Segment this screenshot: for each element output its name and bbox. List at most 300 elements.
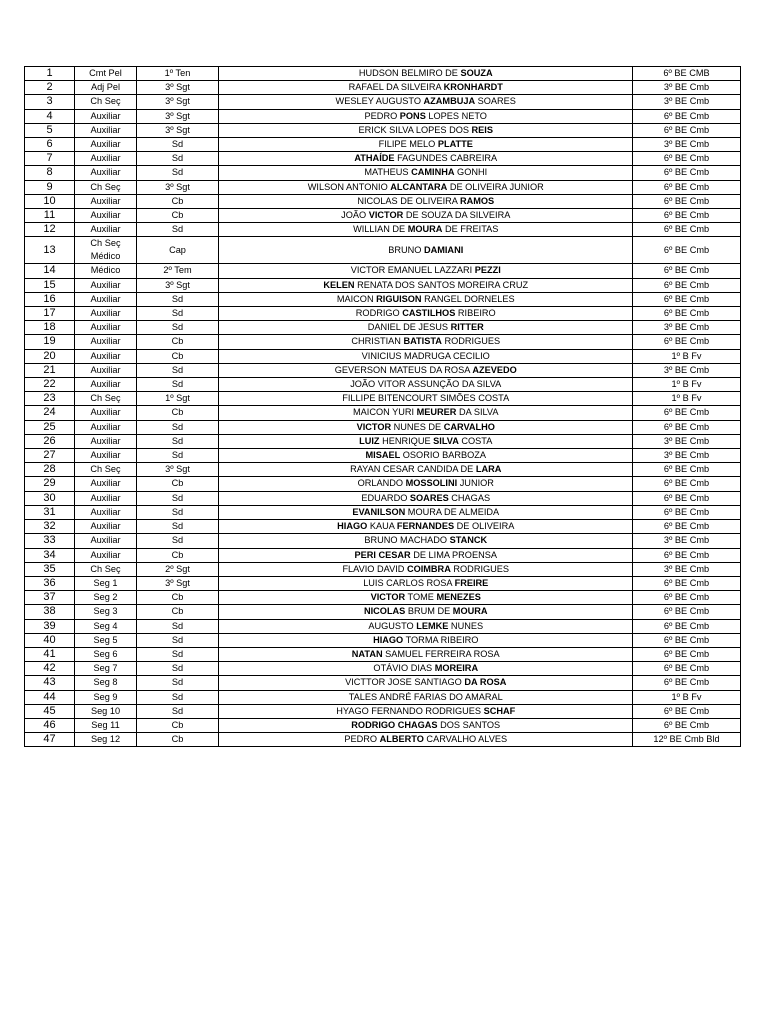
name-part-bold: SILVA [433, 435, 459, 446]
function-cell: Ch Seç [75, 392, 137, 406]
name-part: SOARES [475, 96, 516, 107]
row-number-cell: 12 [25, 223, 75, 237]
table-row [25, 704, 741, 718]
unit-cell: 6º BE Cmb [633, 406, 741, 420]
name-cell [219, 633, 633, 647]
unit-cell: 1º B Fv [633, 690, 741, 704]
rank-cell: 1º Sgt [137, 392, 219, 406]
unit-cell: 6º BE Cmb [633, 209, 741, 223]
name-part-bold: RODRIGO CHAGAS [351, 719, 438, 730]
row-number-cell: 46 [25, 718, 75, 732]
rank-cell: Cb [137, 209, 219, 223]
row-number-cell: 45 [25, 704, 75, 718]
table-row [25, 378, 741, 392]
name-part-bold: DA ROSA [464, 677, 507, 688]
name-cell [219, 209, 633, 223]
unit-cell: 12º BE Cmb Bld [633, 733, 741, 747]
table-row [25, 166, 741, 180]
rank-cell: Sd [137, 152, 219, 166]
function-cell: Auxiliar [75, 335, 137, 349]
rank-cell: 2º Tem [137, 264, 219, 278]
name-cell [219, 335, 633, 349]
name-part: RODRIGO [355, 308, 403, 319]
rank-cell: Sd [137, 505, 219, 519]
unit-cell: 6º BE Cmb [633, 123, 741, 137]
rank-cell: Sd [137, 690, 219, 704]
row-number-cell: 43 [25, 676, 75, 690]
table-row [25, 463, 741, 477]
name-part: DE FREITAS [442, 224, 499, 235]
name-part-bold: PEZZI [474, 265, 501, 276]
function-cell: Auxiliar [75, 307, 137, 321]
function-cell: Auxiliar [75, 378, 137, 392]
table-row [25, 109, 741, 123]
row-number-cell: 23 [25, 392, 75, 406]
unit-cell: 6º BE Cmb [633, 576, 741, 590]
table-row [25, 690, 741, 704]
row-number-cell: 39 [25, 619, 75, 633]
name-part: DOS SANTOS [437, 719, 501, 730]
name-cell [219, 605, 633, 619]
name-part: VICTTOR JOSE SANTIAGO [345, 677, 465, 688]
name-part: RENATA DOS SANTOS MOREIRA CRUZ [354, 279, 529, 290]
unit-cell: 6º BE Cmb [633, 292, 741, 306]
name-cell [219, 109, 633, 123]
name-cell [219, 491, 633, 505]
unit-cell: 6º BE Cmb [633, 491, 741, 505]
unit-cell: 6º BE Cmb [633, 223, 741, 237]
function-cell: Seg 1 [75, 576, 137, 590]
unit-cell: 3º BE Cmb [633, 138, 741, 152]
name-cell [219, 378, 633, 392]
name-cell [219, 321, 633, 335]
table-row [25, 562, 741, 576]
unit-cell: 6º BE Cmb [633, 505, 741, 519]
function-cell: Auxiliar [75, 449, 137, 463]
name-cell [219, 264, 633, 278]
name-part: PEDRO [344, 734, 380, 745]
rank-cell: Sd [137, 449, 219, 463]
function-cell: Seg 12 [75, 733, 137, 747]
unit-cell: 6º BE Cmb [633, 718, 741, 732]
function-cell: Ch Seç [75, 95, 137, 109]
function-cell: Auxiliar [75, 166, 137, 180]
name-part-bold: STANCK [449, 535, 488, 546]
name-part-bold: CASTILHOS [402, 308, 456, 319]
unit-cell: 6º BE Cmb [633, 335, 741, 349]
name-part-bold: SOARES [409, 492, 449, 503]
row-number-cell: 10 [25, 194, 75, 208]
function-cell: Auxiliar [75, 434, 137, 448]
rank-cell: Cb [137, 733, 219, 747]
function-cell: Seg 6 [75, 647, 137, 661]
name-cell [219, 152, 633, 166]
unit-cell: 6º BE Cmb [633, 307, 741, 321]
name-part: CHAGAS [448, 492, 491, 503]
name-cell [219, 676, 633, 690]
name-part-bold: KELEN [323, 279, 355, 290]
function-cell: Seg 8 [75, 676, 137, 690]
row-number-cell: 18 [25, 321, 75, 335]
function-cell: Ch Seç [75, 562, 137, 576]
row-number-cell: 17 [25, 307, 75, 321]
table-row [25, 733, 741, 747]
unit-cell: 6º BE Cmb [633, 647, 741, 661]
name-part-bold: RAMOS [459, 195, 495, 206]
name-part-bold: REIS [471, 124, 493, 135]
name-cell [219, 505, 633, 519]
name-part: RANGEL DORNELES [421, 293, 515, 304]
rank-cell: Sd [137, 647, 219, 661]
unit-cell: 3º BE Cmb [633, 321, 741, 335]
name-part: PEDRO [364, 110, 400, 121]
table-row [25, 321, 741, 335]
row-number-cell: 27 [25, 449, 75, 463]
name-part-bold: RITTER [450, 322, 484, 333]
name-part: WILSON ANTONIO [307, 181, 391, 192]
rank-cell: Sd [137, 676, 219, 690]
roster-body [25, 67, 741, 747]
row-number-cell: 13 [25, 237, 75, 264]
table-row [25, 534, 741, 548]
name-part-bold: FERNANDES [396, 521, 455, 532]
unit-cell: 3º BE Cmb [633, 434, 741, 448]
rank-cell: Cb [137, 194, 219, 208]
function-cell: Médico [75, 264, 137, 278]
name-part: DE OLIVEIRA JUNIOR [447, 181, 544, 192]
row-number-cell: 28 [25, 463, 75, 477]
name-part: FAGUNDES CABREIRA [394, 153, 498, 164]
rank-cell: Sd [137, 420, 219, 434]
row-number-cell: 29 [25, 477, 75, 491]
name-part: JOÃO VITOR ASSUNÇÃO DA SILVA [350, 379, 502, 390]
table-row [25, 647, 741, 661]
name-cell [219, 591, 633, 605]
name-part: LOPES NETO [425, 110, 487, 121]
table-row [25, 619, 741, 633]
rank-cell: Sd [137, 223, 219, 237]
name-cell [219, 67, 633, 81]
row-number-cell: 44 [25, 690, 75, 704]
unit-cell: 3º BE Cmb [633, 534, 741, 548]
row-number-cell: 11 [25, 209, 75, 223]
unit-cell: 3º BE Cmb [633, 562, 741, 576]
table-row [25, 392, 741, 406]
rank-cell: Cb [137, 349, 219, 363]
name-part: MAICON [336, 293, 377, 304]
name-part-bold: MEURER [416, 407, 457, 418]
name-cell [219, 477, 633, 491]
roster-table [24, 66, 741, 747]
name-part-bold: LEMKE [416, 620, 449, 631]
rank-cell: Sd [137, 138, 219, 152]
table-row [25, 505, 741, 519]
name-part: MATHEUS [364, 167, 412, 178]
row-number-cell: 32 [25, 520, 75, 534]
function-cell: Auxiliar [75, 406, 137, 420]
row-number-cell: 41 [25, 647, 75, 661]
name-part-bold: SCHAF [483, 705, 516, 716]
function-cell: Auxiliar [75, 349, 137, 363]
name-part-bold: LARA [475, 464, 502, 475]
name-part: NUNES DE [391, 421, 444, 432]
name-part-bold: PONS [399, 110, 426, 121]
name-part: BRUM DE [405, 606, 453, 617]
row-number-cell: 37 [25, 591, 75, 605]
rank-cell: 3º Sgt [137, 81, 219, 95]
name-cell [219, 307, 633, 321]
row-number-cell: 19 [25, 335, 75, 349]
name-part-bold: MOURA [452, 606, 488, 617]
function-cell: Ch Seç [75, 180, 137, 194]
name-cell [219, 138, 633, 152]
name-part: FLAVIO DAVID [342, 563, 407, 574]
unit-cell: 1º B Fv [633, 349, 741, 363]
rank-cell: 1º Ten [137, 67, 219, 81]
name-part-bold: AZAMBUJA [423, 96, 476, 107]
function-cell: Adj Pel [75, 81, 137, 95]
unit-cell: 6º BE Cmb [633, 264, 741, 278]
row-number-cell: 31 [25, 505, 75, 519]
name-part: BRUNO [388, 244, 424, 255]
unit-cell: 6º BE CMB [633, 67, 741, 81]
name-part: NUNES [448, 620, 484, 631]
row-number-cell: 16 [25, 292, 75, 306]
row-number-cell: 1 [25, 67, 75, 81]
name-part: RODRIGUES [441, 336, 501, 347]
name-part: RAYAN CESAR CANDIDA DE [350, 464, 476, 475]
name-part: CARVALHO ALVES [423, 734, 508, 745]
name-part: OTÁVIO DIAS [373, 663, 435, 674]
name-cell [219, 520, 633, 534]
rank-cell: 3º Sgt [137, 463, 219, 477]
function-cell: Auxiliar [75, 505, 137, 519]
table-row [25, 95, 741, 109]
table-row [25, 605, 741, 619]
rank-cell: Sd [137, 321, 219, 335]
unit-cell: 3º BE Cmb [633, 363, 741, 377]
name-part: FILLIPE BITENCOURT SIMÕES COSTA [342, 393, 510, 404]
row-number-cell: 21 [25, 363, 75, 377]
name-cell [219, 449, 633, 463]
unit-cell: 6º BE Cmb [633, 619, 741, 633]
function-cell: Seg 3 [75, 605, 137, 619]
name-cell [219, 292, 633, 306]
name-cell [219, 223, 633, 237]
name-part: COSTA [458, 435, 493, 446]
name-cell [219, 406, 633, 420]
table-row [25, 363, 741, 377]
table-row [25, 520, 741, 534]
name-part: DE LIMA PROENSA [410, 549, 497, 560]
name-part-bold: MENEZES [436, 592, 481, 603]
row-number-cell: 4 [25, 109, 75, 123]
name-cell [219, 95, 633, 109]
name-part-bold: COIMBRA [406, 563, 451, 574]
name-cell [219, 690, 633, 704]
name-part-bold: EVANILSON [352, 506, 406, 517]
rank-cell: 3º Sgt [137, 95, 219, 109]
table-row [25, 180, 741, 194]
name-cell [219, 647, 633, 661]
rank-cell: Cb [137, 335, 219, 349]
unit-cell: 6º BE Cmb [633, 676, 741, 690]
rank-cell: Cb [137, 591, 219, 605]
rank-cell: Cb [137, 406, 219, 420]
name-cell [219, 562, 633, 576]
name-cell [219, 392, 633, 406]
rank-cell: Sd [137, 520, 219, 534]
row-number-cell: 3 [25, 95, 75, 109]
name-part-bold: FREIRE [454, 577, 489, 588]
unit-cell: 6º BE Cmb [633, 278, 741, 292]
function-cell: Auxiliar [75, 109, 137, 123]
name-part-bold: LUIZ [359, 435, 380, 446]
rank-cell: Cb [137, 548, 219, 562]
name-part-bold: ATHAÍDE [354, 153, 395, 164]
name-part: DE OLIVEIRA [454, 521, 515, 532]
name-part: NICOLAS DE OLIVEIRA [357, 195, 460, 206]
name-cell [219, 662, 633, 676]
function-cell: Auxiliar [75, 534, 137, 548]
name-part-bold: ALCANTARA [390, 181, 448, 192]
name-part-bold: RIGUISON [376, 293, 422, 304]
name-part-bold: ALBERTO [379, 734, 424, 745]
rank-cell: Sd [137, 363, 219, 377]
table-row [25, 223, 741, 237]
name-cell [219, 463, 633, 477]
function-cell: Auxiliar [75, 194, 137, 208]
function-cell: Auxiliar [75, 477, 137, 491]
function-cell: Auxiliar [75, 420, 137, 434]
name-part: DANIEL DE JESUS [367, 322, 451, 333]
name-part: VINICIUS MADRUGA CECILIO [361, 350, 490, 361]
row-number-cell: 40 [25, 633, 75, 647]
function-cell: Seg 2 [75, 591, 137, 605]
name-part-bold: KRONHARDT [443, 82, 503, 93]
unit-cell: 6º BE Cmb [633, 477, 741, 491]
table-row [25, 237, 741, 264]
function-cell: Auxiliar [75, 278, 137, 292]
name-part-bold: HIAGO [337, 521, 368, 532]
rank-cell: Sd [137, 378, 219, 392]
row-number-cell: 6 [25, 138, 75, 152]
name-part: KAUA [367, 521, 397, 532]
row-number-cell: 5 [25, 123, 75, 137]
name-part-bold: AZEVEDO [472, 364, 517, 375]
function-cell: Auxiliar [75, 548, 137, 562]
row-number-cell: 2 [25, 81, 75, 95]
row-number-cell: 33 [25, 534, 75, 548]
name-cell [219, 548, 633, 562]
unit-cell: 6º BE Cmb [633, 520, 741, 534]
name-part-bold: NATAN [351, 648, 383, 659]
name-cell [219, 180, 633, 194]
unit-cell: 6º BE Cmb [633, 463, 741, 477]
name-part: LUIS CARLOS ROSA [363, 577, 455, 588]
rank-cell: Sd [137, 619, 219, 633]
rank-cell: 3º Sgt [137, 180, 219, 194]
unit-cell: 6º BE Cmb [633, 662, 741, 676]
rank-cell: Sd [137, 633, 219, 647]
name-part-bold: BATISTA [403, 336, 442, 347]
name-part: SAMUEL FERREIRA ROSA [382, 648, 500, 659]
table-row [25, 449, 741, 463]
function-cell: Auxiliar [75, 363, 137, 377]
name-cell [219, 278, 633, 292]
table-row [25, 434, 741, 448]
row-number-cell: 30 [25, 491, 75, 505]
rank-cell: Sd [137, 704, 219, 718]
function-cell: Auxiliar [75, 520, 137, 534]
name-part: ERICK SILVA LOPES DOS [358, 124, 472, 135]
unit-cell: 3º BE Cmb [633, 81, 741, 95]
rank-cell: 3º Sgt [137, 278, 219, 292]
name-cell [219, 420, 633, 434]
name-part: MAICON YURI [352, 407, 417, 418]
unit-cell: 3º BE Cmb [633, 449, 741, 463]
unit-cell: 6º BE Cmb [633, 166, 741, 180]
name-cell [219, 349, 633, 363]
name-cell [219, 166, 633, 180]
rank-cell: Sd [137, 292, 219, 306]
name-part: DA SILVA [456, 407, 499, 418]
name-cell [219, 363, 633, 377]
name-cell [219, 81, 633, 95]
name-part: JUNIOR [457, 478, 494, 489]
table-row [25, 209, 741, 223]
name-part: HYAGO FERNANDO RODRIGUES [336, 705, 484, 716]
unit-cell: 6º BE Cmb [633, 633, 741, 647]
rank-cell: Sd [137, 491, 219, 505]
name-part: WILLIAN DE [353, 224, 408, 235]
name-part-bold: PERI CESAR [354, 549, 411, 560]
function-cell: Auxiliar [75, 209, 137, 223]
unit-cell: 6º BE Cmb [633, 420, 741, 434]
name-part: OSORIO BARBOZA [400, 450, 486, 461]
name-cell [219, 123, 633, 137]
row-number-cell: 7 [25, 152, 75, 166]
name-part-bold: VICTOR [368, 210, 404, 221]
table-row [25, 194, 741, 208]
name-cell [219, 733, 633, 747]
rank-cell: Sd [137, 307, 219, 321]
name-part: FILIPE MELO [378, 139, 438, 150]
unit-cell: 6º BE Cmb [633, 704, 741, 718]
rank-cell: Sd [137, 534, 219, 548]
table-row [25, 123, 741, 137]
rank-cell: 3º Sgt [137, 109, 219, 123]
table-row [25, 406, 741, 420]
row-number-cell: 8 [25, 166, 75, 180]
row-number-cell: 20 [25, 349, 75, 363]
rank-cell: 3º Sgt [137, 576, 219, 590]
table-row [25, 278, 741, 292]
table-row [25, 67, 741, 81]
function-cell: Seg 4 [75, 619, 137, 633]
name-part: ORLANDO [357, 478, 406, 489]
row-number-cell: 35 [25, 562, 75, 576]
name-part: VICTOR EMANUEL LAZZARI [350, 265, 475, 276]
name-cell [219, 576, 633, 590]
unit-cell: 6º BE Cmb [633, 591, 741, 605]
function-cell: Seg 10 [75, 704, 137, 718]
table-row [25, 633, 741, 647]
table-row [25, 138, 741, 152]
name-part-bold: MOURA [407, 224, 443, 235]
name-part-bold: VICTOR [370, 592, 406, 603]
name-part-bold: SOUZA [460, 68, 493, 78]
